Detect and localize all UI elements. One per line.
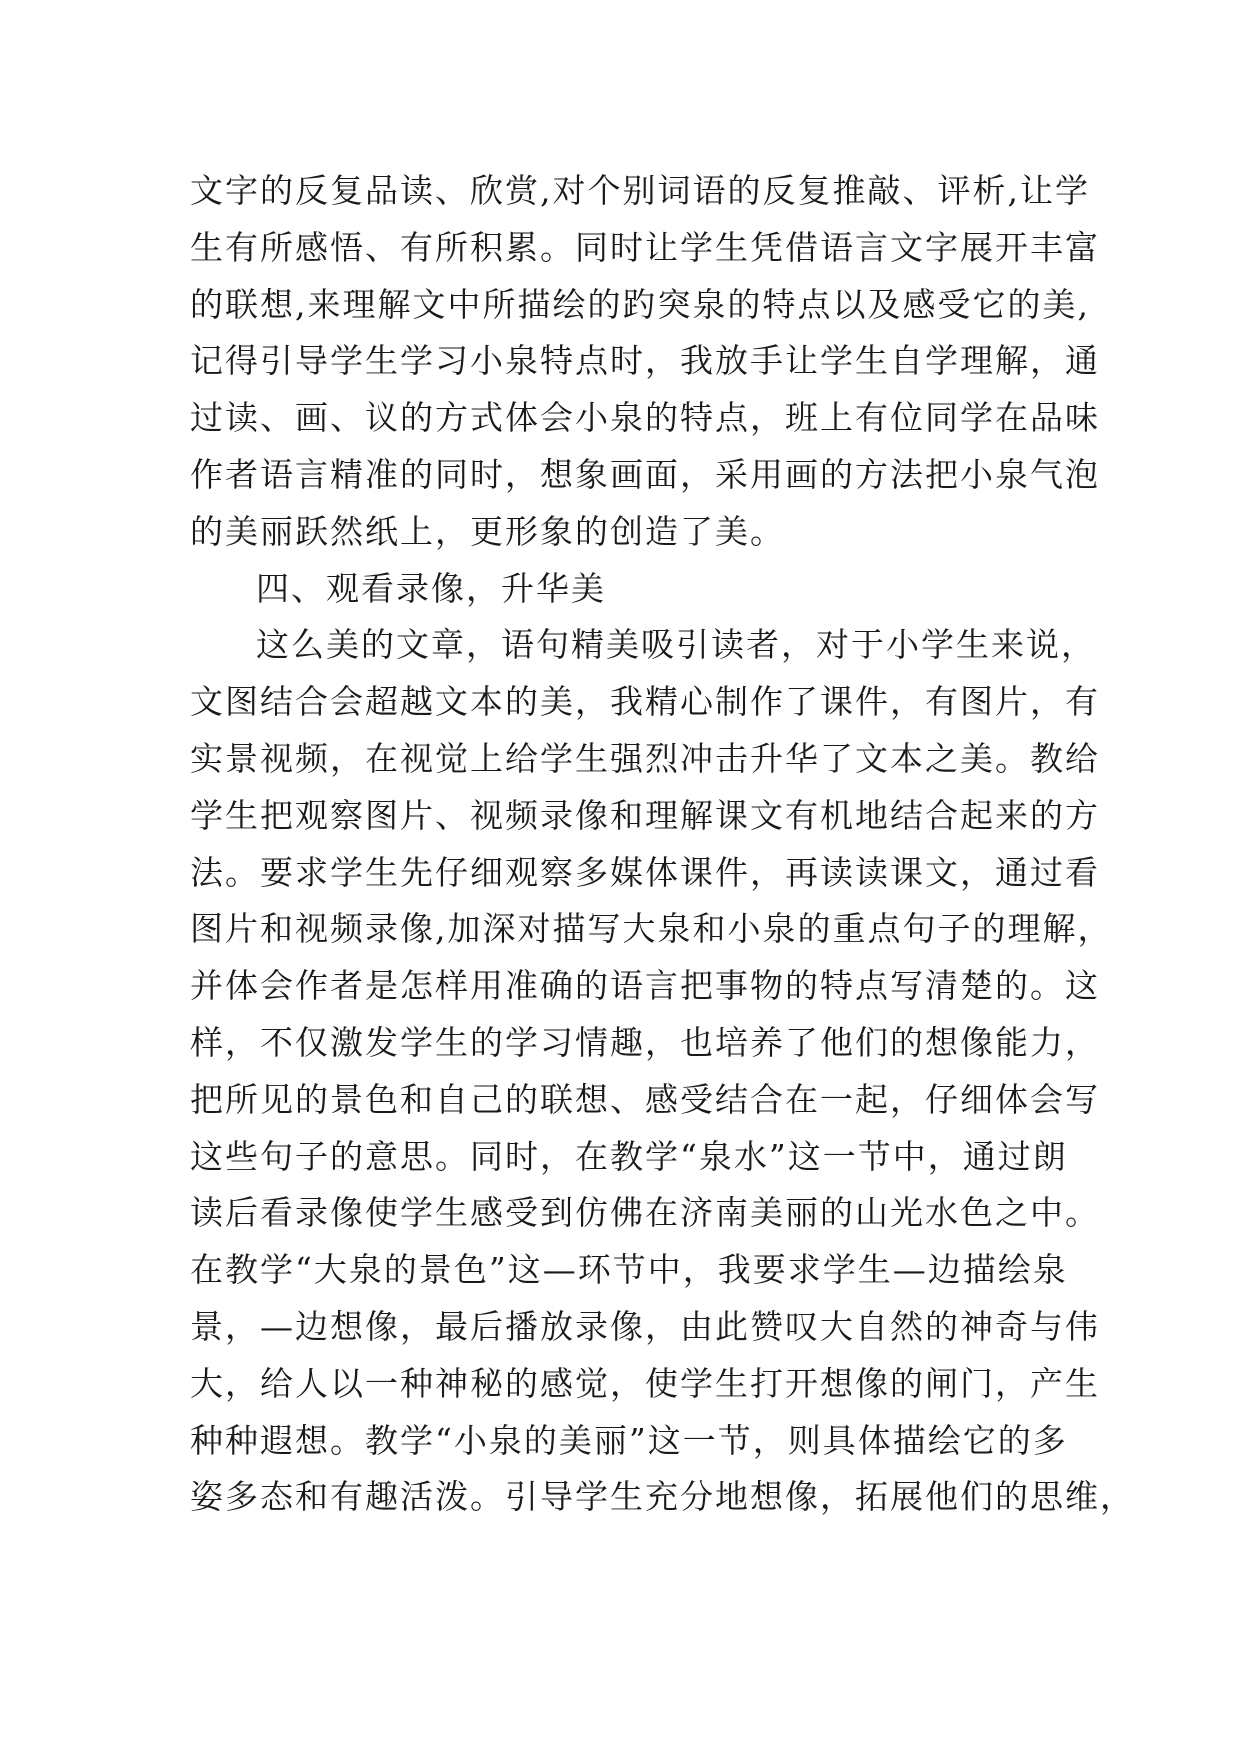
text-line: 样，不仅激发学生的学习情趣，也培养了他们的想像能力， [190,1022,1100,1062]
text-line: 过读、画、议的方式体会小泉的特点，班上有位同学在品味 [190,398,1100,438]
text-line: 种种遐想。教学“小泉的美丽”这一节，则具体描绘它的多 [190,1420,1068,1460]
text-line: 大，给人以一种神秘的感觉，使学生打开想像的闸门，产生 [190,1363,1100,1403]
text-line: 读后看录像使学生感受到仿佛在济南美丽的山光水色之中。 [190,1193,1100,1233]
paragraph-start: 这么美的文章，语句精美吸引读者，对于小学生来说， [256,625,1096,665]
body-text [190,163,1135,1526]
text-line: 的联想,来理解文中所描绘的趵突泉的特点以及感受它的美, [190,284,1090,324]
text-line: 作者语言精准的同时，想象画面，采用画的方法把小泉气泡 [190,454,1100,494]
text-line: 文图结合会超越文本的美，我精心制作了课件，有图片，有 [190,682,1100,722]
text-line: 生有所感悟、有所积累。同时让学生凭借语言文字展开丰富 [190,227,1100,267]
text-line: 法。要求学生先仔细观察多媒体课件，再读读课文，通过看 [190,852,1100,892]
text-line: 的美丽跃然纸上，更形象的创造了美。 [190,511,785,551]
text-line: 学生把观察图片、视频录像和理解课文有机地结合起来的方 [190,795,1100,835]
text-line: 实景视频，在视觉上给学生强烈冲击升华了文本之美。教给 [190,738,1100,778]
text-line: 这些句子的意思。同时，在教学“泉水”这一节中，通过朗 [190,1136,1068,1176]
text-line: 在教学“大泉的景色”这—环节中，我要求学生—边描绘泉 [190,1250,1068,1290]
text-line: 景，—边想像，最后播放录像，由此赞叹大自然的神奇与伟 [190,1306,1100,1346]
text-line: 记得引导学生学习小泉特点时，我放手让学生自学理解，通 [190,341,1100,381]
section-heading: 四、观看录像，升华美 [256,568,606,608]
text-line: 把所见的景色和自己的联想、感受结合在一起，仔细体会写 [190,1079,1100,1119]
text-line: 图片和视频录像,加深对描写大泉和小泉的重点句子的理解， [190,909,1113,949]
text-line: 并体会作者是怎样用准确的语言把事物的特点写清楚的。这 [190,966,1100,1006]
text-line: 姿多态和有趣活泼。引导学生充分地想像，拓展他们的思维， [190,1477,1135,1517]
text-line: 文字的反复品读、欣赏,对个别词语的反复推敲、评析,让学 [190,171,1090,210]
